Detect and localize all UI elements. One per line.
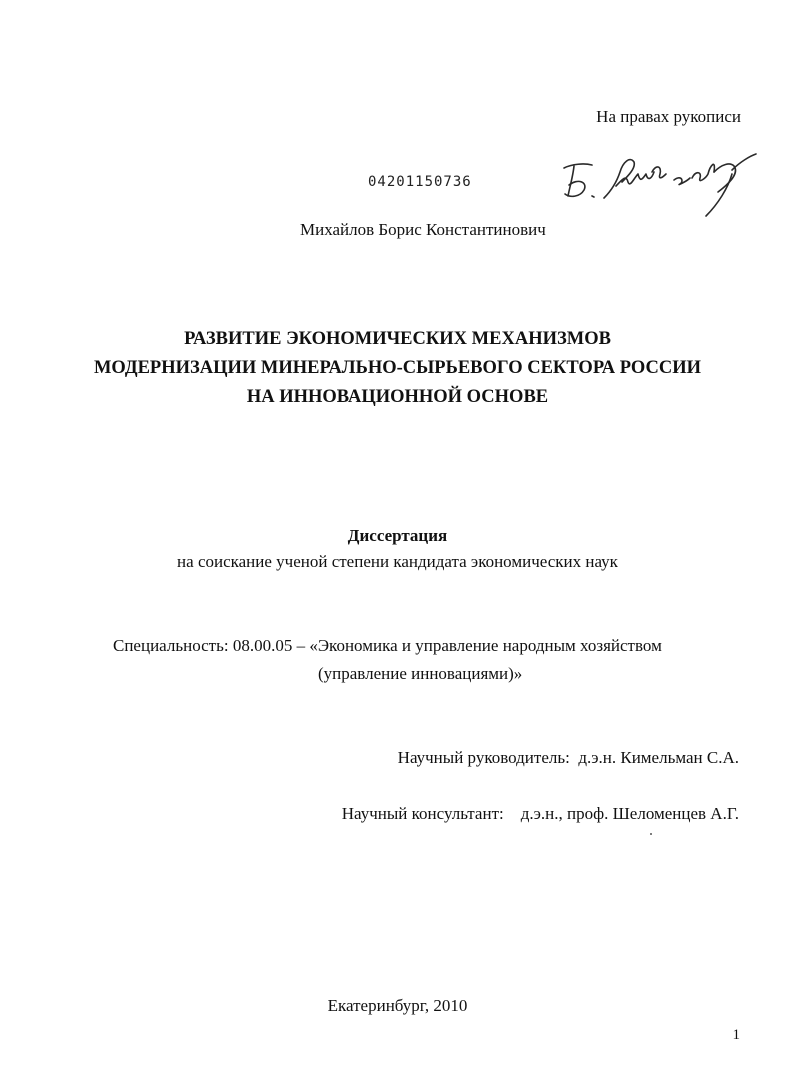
specialty-line-1: Специальность: 08.00.05 – «Экономика и управление народным хозяйством bbox=[113, 636, 662, 655]
rights-note: На правах рукописи bbox=[596, 107, 741, 126]
scan-speck bbox=[650, 833, 652, 835]
title-line-1: РАЗВИТИЕ ЭКОНОМИЧЕСКИХ МЕХАНИЗМОВ bbox=[184, 329, 611, 349]
specialty-line-2: (управление инновациями)» bbox=[318, 664, 523, 683]
scientific-consultant: Научный консультант: д.э.н., проф. Шеломенцев А.Г. bbox=[341, 804, 739, 823]
registration-code: 04201150736 bbox=[368, 174, 472, 190]
author-name: Михайлов Борис Константинович bbox=[300, 220, 546, 239]
title-line-2: МОДЕРНИЗАЦИИ МИНЕРАЛЬНО-СЫРЬЕВОГО СЕКТОРА РОССИИ bbox=[93, 358, 702, 378]
document-type: Диссертация bbox=[347, 526, 448, 545]
page-number: 1 bbox=[732, 1027, 740, 1043]
title-line-3: НА ИННОВАЦИОННОЙ ОСНОВЕ bbox=[246, 387, 549, 407]
city-year: Екатеринбург, 2010 bbox=[327, 996, 468, 1015]
degree-statement: на соискание ученой степени кандидата экономических наук bbox=[177, 552, 618, 571]
handwritten-signature bbox=[556, 152, 771, 222]
scientific-supervisor: Научный руководитель: д.э.н. Кимельман С.А. bbox=[397, 748, 739, 767]
